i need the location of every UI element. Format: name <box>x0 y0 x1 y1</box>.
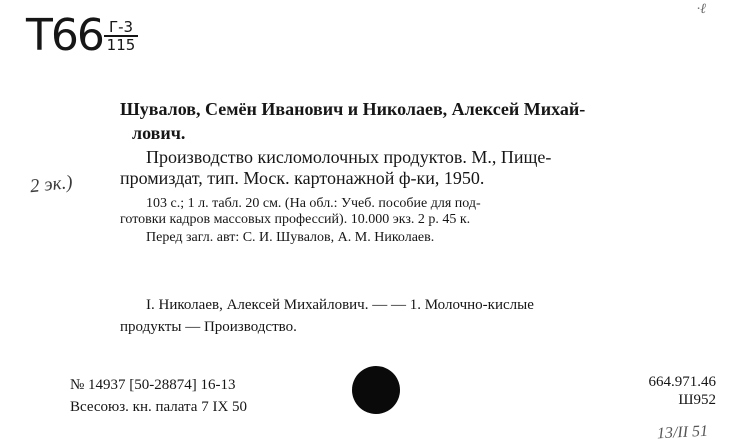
pencil-note: 2 эк.) <box>28 171 74 198</box>
title-imprint-line-1: Производство кисломолочных продуктов. М., Пище- <box>146 147 552 167</box>
shelf-mark-numerator: Г-3 <box>104 20 138 37</box>
author-heading-continued: лович. <box>132 123 186 143</box>
tracing-line-1: I. Николаев, Алексей Михайлович. — — 1. Молочно-кислые <box>146 297 534 313</box>
physical-description: 103 с.; 1 л. табл. 20 см. (На обл.: Учеб. пособие для под- <box>146 196 481 211</box>
author-heading: Шувалов, Семён Иванович и Николаев, Алексей Михай- <box>120 99 586 119</box>
series-edition-line: готовки кадров массовых профессий). 10.000 экз. 2 р. 45 к. <box>120 212 471 227</box>
authors-note: Перед загл. авт: С. И. Шувалов, А. М. Николаев. <box>146 230 435 245</box>
udc-code: 664.971.46 <box>648 374 716 390</box>
card-punch-hole <box>352 366 400 414</box>
title-imprint-line-2: промиздат, тип. Моск. картонажной ф-ки, 1950. <box>120 168 485 188</box>
handwritten-date: 13/II 51 <box>656 422 709 443</box>
author-mark: Ш952 <box>678 392 716 408</box>
shelf-mark: Т66 <box>26 10 103 61</box>
tracing-line-2: продукты — Производство. <box>120 319 297 335</box>
corner-pencil-mark: ·ℓ <box>696 2 706 17</box>
shelf-mark-denominator: 115 <box>106 36 136 54</box>
book-chamber-stamp: Всесоюз. кн. палата 7 IX 50 <box>70 399 248 415</box>
shelf-mark-fraction <box>104 20 138 54</box>
accession-number: № 14937 [50-28874] 16-13 <box>70 377 236 393</box>
